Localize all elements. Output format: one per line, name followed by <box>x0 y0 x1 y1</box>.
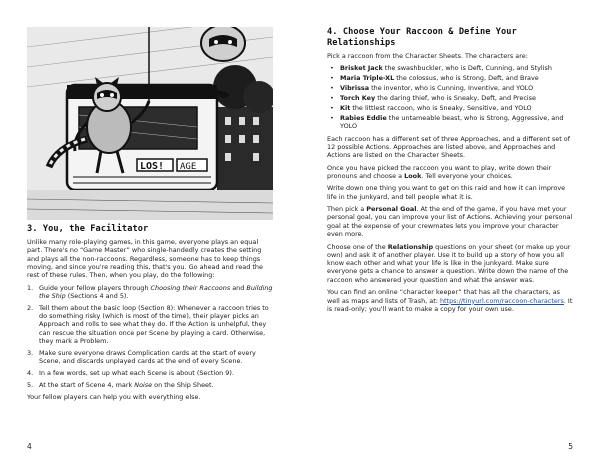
character-name: Rabies Eddie <box>340 113 387 122</box>
relationship-post: questions on your sheet (or make up your own) and ask it of another player. Use it to build up a story of how you all know each other and what your life is like in the junkyard. Make sure everyone gets a chance to answer a question. Write down the name of the raccoon who answered your question and what the answer was. <box>327 242 571 284</box>
character-list <box>327 64 574 130</box>
goal-bold: Personal Goal <box>366 205 417 214</box>
list-item <box>27 349 274 366</box>
step-number: 3. <box>27 348 34 357</box>
step-text-pre: At the start of Scene 4, mark <box>39 381 135 390</box>
character-desc: the inventor, who is Cunning, Inventive, and YOLO <box>369 84 534 93</box>
character-name: Kit <box>340 104 351 113</box>
goal-paragraph <box>327 205 574 238</box>
section-title-choose-raccoon: 4. Choose Your Raccoon & Define Your Relationships <box>327 27 517 48</box>
list-item <box>27 369 274 377</box>
step-text-post: on the Ship Sheet. <box>152 381 214 390</box>
look-bold: Look <box>404 171 422 180</box>
list-item <box>327 64 574 72</box>
character-desc: the swashbuckler, who is Deft, Cunning, and Stylish <box>382 64 552 73</box>
step-number: 1. <box>27 283 34 292</box>
list-item <box>27 304 274 345</box>
approaches-paragraph: Each raccoon has a different set of three Approaches, and a different set of 12 possible Actions. Approaches are listed above, and Approaches and Actions are listed on the Character Sheets. <box>327 134 570 160</box>
step-text: Make sure everyone draws Complication cards at the start of every Scene, and discards unplayed cards at the end of every Scene. <box>39 348 256 366</box>
list-item <box>327 104 574 112</box>
look-post: . Tell everyone your choices. <box>421 171 513 180</box>
step-emphasis: Noise <box>134 381 153 390</box>
goal-pre: Then pick a <box>327 205 367 214</box>
step-number: 2. <box>27 303 34 312</box>
bus-sign-text: LOS! <box>140 161 165 172</box>
step-text-post: (Sections 4 and 5). <box>65 291 129 300</box>
page-number-left: 4 <box>27 442 32 451</box>
step-text: Tell them about the basic loop (Section 8): Whenever a raccoon tries to do something risky (which is most of the time), their player picks an Approach and rolls to see what they do. If the Action is unhelpful, they can rescue the situation once per Scene by playing a card. Otherwise, they mark a Problem. <box>39 303 269 346</box>
choose-intro: Pick a raccoon from the Character Sheets. The characters are: <box>327 52 528 60</box>
facilitator-closing: Your fellow players can help you with everything else. <box>27 393 201 402</box>
page-number-right: 5 <box>568 442 573 451</box>
character-keeper-link[interactable]: https://tinyurl.com/raccoon-characters <box>439 296 564 305</box>
illustration-drawing <box>27 27 273 220</box>
list-item <box>327 94 574 102</box>
step-emphasis-1: Choosing their Raccoons <box>150 283 231 292</box>
step-text: In a few words, set up what each Scene is about (Section 9). <box>39 369 234 378</box>
want-paragraph: Write down one thing you want to get on this raid and how it can improve life in the junkyard, and tell people what it is. <box>327 184 566 201</box>
raccoon-illustration <box>27 27 273 220</box>
list-item <box>27 381 274 389</box>
character-desc: the untameable beast, who is Strong, Aggressive, and YOLO <box>340 113 564 131</box>
step-text-pre: Guide your fellow players through <box>39 283 151 292</box>
step-text-mid: and <box>230 283 247 292</box>
facilitator-intro: Unlike many role-playing games, in this game, everyone plays an equal part. There's no “Game Master” who single-handedly creates the setting and plays all the non-raccoons. Regardless, someone has to keep things moving, and since you're reading this, that's you. Go ahead and read the rest of these rules. Then, when you play, do the following: <box>27 238 263 280</box>
right-page <box>300 0 600 464</box>
keeper-paragraph <box>327 288 574 313</box>
step-number: 5. <box>27 381 34 390</box>
relationship-paragraph <box>327 243 574 284</box>
character-name: Brisket Jack <box>340 64 383 73</box>
list-item <box>327 74 574 82</box>
character-name: Torch Key <box>340 94 376 103</box>
step-number: 4. <box>27 369 34 378</box>
character-name: Vibrissa <box>340 84 370 93</box>
bus-sign-text-2: AGE <box>180 162 197 172</box>
character-name: Maria Triple-XL <box>340 74 395 83</box>
choose-raccoon-section <box>327 27 574 317</box>
relationship-pre: Choose one of the <box>327 242 388 251</box>
facilitator-steps <box>27 284 274 390</box>
goal-post: . At the end of the game, if you have met your personal goal, you can improve your list of Actions. Achieving your personal goal at the expense of your crewmates lets you improve your character even more. <box>327 205 573 239</box>
list-item <box>327 84 574 92</box>
look-pre: Once you have picked the raccoon you want to play, write down their pronouns and choose a <box>327 163 552 180</box>
facilitator-section <box>27 224 274 406</box>
character-desc: the daring thief, who is Sneaky, Deft, and Precise <box>375 94 536 103</box>
look-paragraph <box>327 164 574 181</box>
keeper-post: . It is read-only; you'll want to make a copy for your own use. <box>327 296 573 313</box>
relationship-bold: Relationship <box>387 242 434 251</box>
step-emphasis-2: Building the Ship <box>39 283 273 300</box>
list-item <box>27 284 274 301</box>
keeper-pre: You can find an online “character keeper” that has all the characters, as well as maps and lists of Trash, at: <box>327 288 561 305</box>
section-title-facilitator: 3. You, the Facilitator <box>27 224 149 234</box>
list-item <box>327 114 574 131</box>
character-desc: the colossus, who is Strong, Deft, and Brave <box>394 74 539 83</box>
character-desc: the littlest raccoon, who is Sneaky, Sensitive, and YOLO <box>350 104 532 113</box>
